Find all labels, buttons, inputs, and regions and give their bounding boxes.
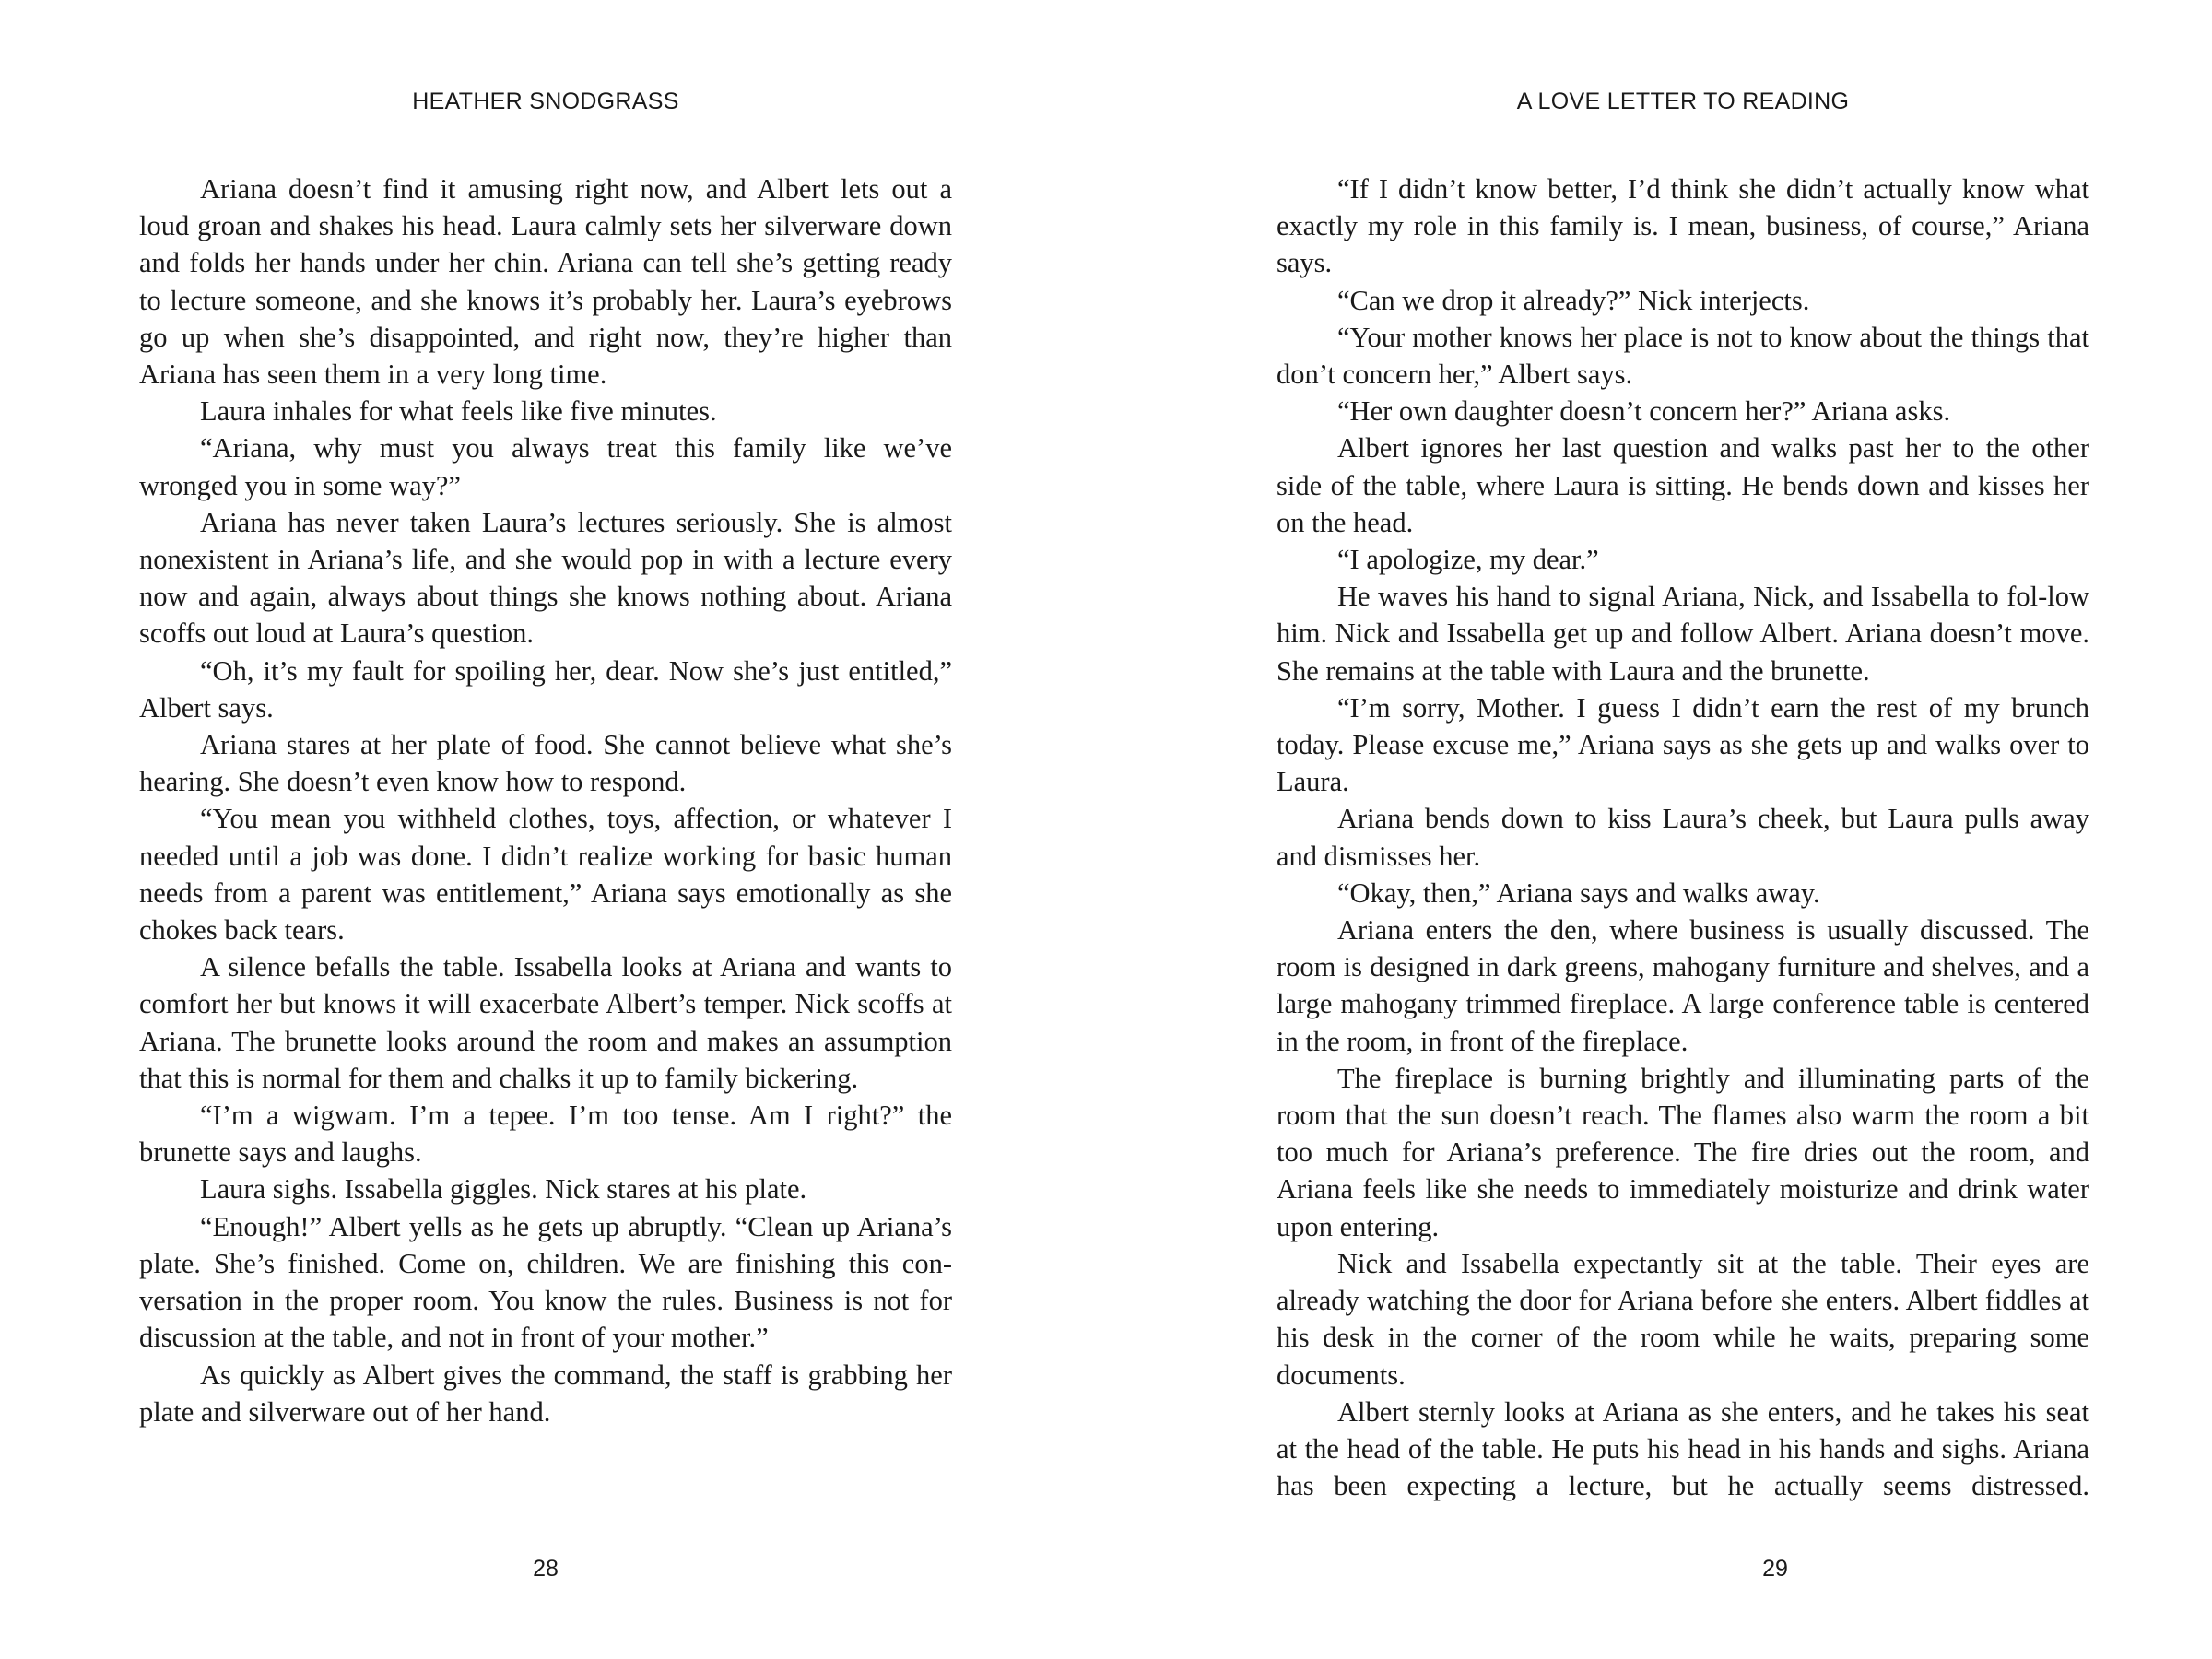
paragraph: Ariana has never taken Laura’s lectures seriously. She is almost nonexistent in Ariana’s life, and she would pop in with a lecture every now and again, always about things she knows nothing about. Ariana scoffs out loud at Laura’s question. [139, 506, 952, 650]
paragraph: The fireplace is burning brightly and illuminating parts of the room that the sun doesn’t reach. The flames also warm the room a bit too much for Ariana’s preference. The fire dries out the room, and Ariana feels like she needs to immediately moisturize and drink water upon entering. [1277, 1062, 2089, 1242]
page-number: 28 [533, 1556, 559, 1582]
paragraph: “Okay, then,” Ariana says and walks away. [1337, 877, 1820, 909]
right-page-body [1277, 171, 2089, 1504]
paragraph: Laura sighs. Issabella giggles. Nick stares at his plate. [200, 1173, 807, 1206]
paragraph: “I’m a wigwam. I’m a tepee. I’m too tense. Am I right?” the brunette says and laughs. [139, 1100, 952, 1169]
paragraph: “I’m sorry, Mother. I guess I didn’t earn the rest of my brunch today. Please excuse me,” Ariana says as she gets up and walks over to Laura. [1277, 691, 2089, 798]
paragraph: Ariana bends down to kiss Laura’s cheek, but Laura pulls away and dismisses her. [1277, 803, 2089, 872]
paragraph: “Her own daughter doesn’t concern her?” Ariana asks. [1337, 395, 1951, 428]
left-page-body [139, 171, 952, 1430]
paragraph: “Enough!” Albert yells as he gets up abruptly. “Clean up Ariana’s plate. She’s finished. Come on, children. We are finishing this con-versation in the proper room. You know the rules. Business is not for discussion at the table, and not in front of your mother.” [139, 1210, 952, 1354]
paragraph: “Your mother knows her place is not to know about the things that don’t concern her,” Albert says. [1277, 321, 2089, 391]
paragraph: “I apologize, my dear.” [1337, 544, 1599, 576]
paragraph: “If I didn’t know better, I’d think she didn’t actually know what exactly my role in this family is. I mean, business, of course,” Ariana says. [1277, 173, 2089, 279]
paragraph: Nick and Issabella expectantly sit at the table. Their eyes are already watching the door for Ariana before she enters. Albert fiddles at his desk in the corner of the room while he waits, preparing some documents. [1277, 1247, 2089, 1391]
paragraph: “Oh, it’s my fault for spoiling her, dear. Now she’s just entitled,” Albert says. [139, 654, 952, 724]
paragraph: Ariana doesn’t find it amusing right now, and Albert lets out a loud groan and shakes his head. Laura calmly sets her silverware down and folds her hands under her chin. Ariana can tell she’s getting ready to lecture someone, and she knows it’s probably her. Laura’s eyebrows go up when she’s disappointed, and right now, they’re higher than Ariana has seen them in a very long time. [139, 173, 952, 391]
paragraph: “Can we drop it already?” Nick interjects. [1337, 284, 1810, 316]
paragraph: “You mean you withheld clothes, toys, affection, or whatever I needed until a job was done. I didn’t realize working for basic human needs from a parent was entitlement,” Ariana says emotionally as she chokes back tears. [139, 803, 952, 947]
page-number: 29 [1762, 1556, 1788, 1582]
paragraph: As quickly as Albert gives the command, the staff is grabbing her plate and silverware out of her hand. [139, 1359, 952, 1428]
paragraph: Albert ignores her last question and walks past her to the other side of the table, where Laura is sitting. He bends down and kisses her on the head. [1277, 432, 2089, 538]
paragraph: Laura inhales for what feels like five minutes. [200, 395, 717, 428]
paragraph: Ariana stares at her plate of food. She cannot believe what she’s hearing. She doesn’t even know how to respond. [139, 729, 952, 798]
right-page [1106, 0, 2212, 1659]
paragraph: He waves his hand to signal Ariana, Nick, and Issabella to fol-low him. Nick and Issabella get up and follow Albert. Ariana doesn’t move. She remains at the table with Laura and the brunette. [1277, 581, 2089, 687]
running-head-title: A LOVE LETTER TO READING [1516, 88, 1850, 114]
paragraph: Ariana enters the den, where business is usually discussed. The room is designed in dark greens, mahogany furniture and shelves, and a large mahogany trimmed fireplace. A large conference table is centered in the room, in front of the fireplace. [1277, 914, 2089, 1057]
paragraph: Albert sternly looks at Ariana as she enters, and he takes his seat at the head of the table. He puts his head in his hands and sighs. Ariana has been expecting a lecture, but he actually seems distressed. [1277, 1395, 2089, 1502]
running-head-author: HEATHER SNODGRASS [412, 88, 679, 114]
paragraph: “Ariana, why must you always treat this family like we’ve wronged you in some way?” [139, 432, 952, 501]
paragraph: A silence befalls the table. Issabella looks at Ariana and wants to comfort her but knows it will exacerbate Albert’s temper. Nick scoffs at Ariana. The brunette looks around the room and makes an assumption that this is normal for them and chalks it up to family bickering. [139, 951, 952, 1094]
